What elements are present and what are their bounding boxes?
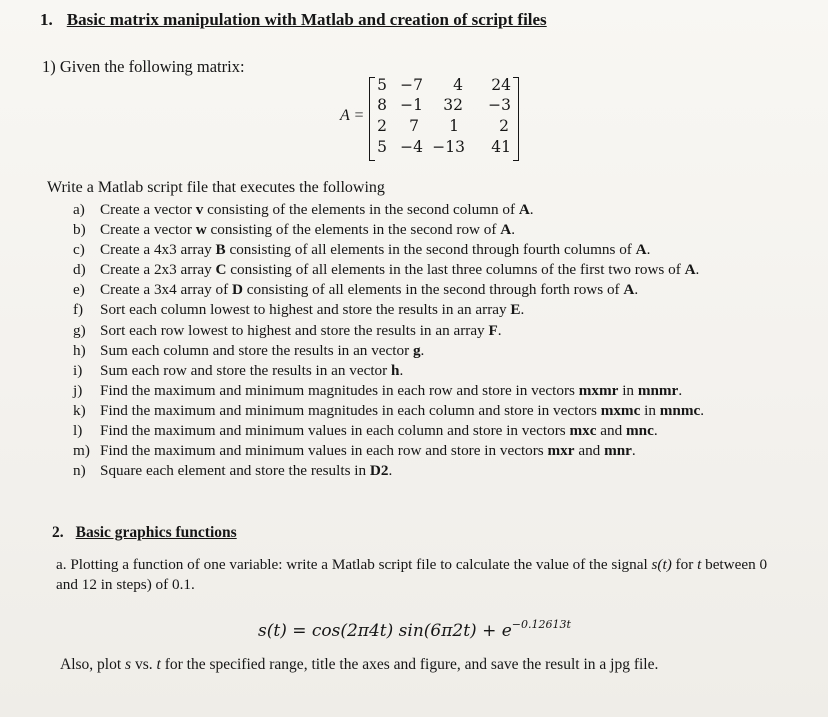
task-text: . bbox=[634, 281, 639, 299]
plot-text: for the specified range, title the axes and figure, and save the result in a jpg file. bbox=[160, 656, 659, 673]
task-text: . bbox=[497, 321, 502, 339]
matrix-cell: 32 bbox=[443, 96, 463, 114]
task-variable: A bbox=[500, 221, 512, 239]
task-text: consisting of the elements in the second row of bbox=[206, 221, 501, 239]
matrix-cell: −1 bbox=[400, 96, 423, 114]
task-item bbox=[73, 240, 704, 260]
task-item bbox=[73, 421, 704, 441]
plot-text: vs. bbox=[131, 656, 157, 673]
task-letter: d) bbox=[73, 261, 86, 279]
task-text: . bbox=[529, 201, 534, 218]
signal-formula bbox=[258, 618, 571, 641]
task-letter: i) bbox=[73, 361, 83, 379]
section-1-number: 1. bbox=[40, 10, 53, 29]
task-item bbox=[73, 260, 704, 280]
task-text: Sum each column and store the results in an vector bbox=[100, 341, 413, 359]
matrix-cell: −13 bbox=[432, 138, 465, 156]
task-text: Find the maximum and minimum values in each row and store in vectors bbox=[100, 442, 548, 460]
task-text: Create a vector bbox=[100, 221, 196, 239]
matrix-cell: 5 bbox=[377, 138, 387, 156]
task-letter: a) bbox=[73, 201, 85, 218]
time-symbol: t bbox=[697, 556, 702, 573]
task-variable: mxmc bbox=[600, 401, 641, 419]
matrix-cell: 41 bbox=[491, 138, 511, 156]
task-text: consisting of all elements in the last three columns of the first two rows of bbox=[226, 261, 685, 279]
task-variable: A bbox=[635, 241, 647, 259]
task-text: consisting of all elements in the second through fourth columns of bbox=[225, 241, 636, 259]
task-text: in bbox=[618, 381, 638, 399]
section-1-heading bbox=[40, 10, 547, 30]
task-variable: D bbox=[231, 281, 243, 299]
section-2-title: Basic graphics functions bbox=[75, 524, 237, 541]
section-2-heading bbox=[52, 524, 237, 542]
task-text: . bbox=[388, 462, 393, 480]
section-2-number: 2. bbox=[52, 524, 64, 541]
section-1-title: Basic matrix manipulation with Matlab and creation of script files bbox=[66, 10, 547, 29]
matrix-right-bracket bbox=[513, 77, 519, 161]
task-variable: F bbox=[488, 321, 498, 339]
task-text: Create a 3x4 array of bbox=[100, 281, 232, 299]
matrix-cell: 7 bbox=[409, 117, 419, 135]
task-variable: B bbox=[215, 241, 226, 259]
task-text: consisting of the elements in the second column of bbox=[203, 201, 519, 218]
task-variable: mnc bbox=[626, 422, 654, 440]
matrix-cell: 8 bbox=[377, 96, 387, 114]
task-variable: mxc bbox=[569, 422, 597, 440]
task-text: Create a 2x3 array bbox=[100, 261, 216, 279]
matrix-name: A = bbox=[340, 107, 365, 124]
task-variable: mnmc bbox=[659, 401, 701, 419]
task-text: Create a 4x3 array bbox=[100, 241, 216, 259]
task-item bbox=[73, 341, 704, 361]
task-variable: D2 bbox=[369, 462, 389, 480]
matrix-cell: 2 bbox=[377, 117, 387, 135]
plotting-instruction bbox=[56, 555, 776, 595]
task-text: Find the maximum and minimum values in each column and store in vectors bbox=[100, 422, 570, 440]
matrix-a bbox=[369, 77, 519, 159]
task-item bbox=[73, 321, 704, 341]
task-text: Find the maximum and minimum magnitudes in each column and store in vectors bbox=[100, 401, 601, 419]
task-item bbox=[73, 461, 704, 481]
task-letter: m) bbox=[73, 442, 90, 460]
task-item bbox=[73, 381, 704, 401]
task-item bbox=[73, 280, 704, 300]
task-text: . bbox=[420, 341, 425, 359]
matrix-cell: −7 bbox=[400, 76, 423, 94]
task-letter: g) bbox=[73, 321, 86, 339]
task-variable: mnmr bbox=[637, 381, 679, 399]
task-text: in bbox=[640, 401, 660, 419]
task-text: and bbox=[596, 422, 626, 440]
plot-text: Also, plot bbox=[60, 656, 126, 673]
task-intro: Write a Matlab script file that executes the following bbox=[47, 179, 385, 196]
task-letter: n) bbox=[73, 462, 86, 480]
task-variable: A bbox=[623, 281, 635, 299]
task-item bbox=[73, 220, 704, 240]
task-letter: k) bbox=[73, 401, 86, 419]
task-text: Sort each row lowest to highest and store the results in an array bbox=[100, 321, 489, 339]
plotting-text: between 0 and 12 in steps) of 0.1. bbox=[56, 556, 768, 593]
task-letter: b) bbox=[73, 221, 86, 239]
matrix-cell: 24 bbox=[491, 76, 511, 94]
task-variable: h bbox=[391, 361, 400, 379]
task-variable: mnr bbox=[604, 442, 632, 460]
task-variable: mxmr bbox=[578, 381, 619, 399]
task-variable: w bbox=[195, 221, 207, 239]
task-item bbox=[73, 200, 704, 220]
time-symbol: t bbox=[156, 656, 161, 673]
matrix-cell: −4 bbox=[400, 138, 423, 156]
task-text: . bbox=[678, 381, 683, 399]
matrix-cell: 2 bbox=[499, 117, 509, 135]
formula-exponent: −0.12613t bbox=[511, 618, 571, 631]
task-text: . bbox=[511, 221, 516, 239]
task-text: . bbox=[695, 261, 700, 279]
task-letter: c) bbox=[73, 241, 85, 259]
task-variable: C bbox=[215, 261, 227, 279]
formula-main: s(t) = cos(2π4t) sin(6π2t) + e bbox=[258, 621, 512, 641]
task-letter: j) bbox=[73, 381, 83, 399]
signal-symbol: s(t) bbox=[651, 556, 672, 573]
plotting-text: a. Plotting a function of one variable: write a Matlab script file to calculate the value of the signal bbox=[56, 556, 652, 573]
task-variable: mxr bbox=[547, 442, 575, 460]
matrix-cell: 1 bbox=[449, 117, 459, 135]
task-letter: f) bbox=[73, 301, 84, 319]
task-text: . bbox=[631, 442, 636, 460]
matrix-cell: 4 bbox=[453, 76, 463, 94]
signal-symbol: s bbox=[125, 656, 132, 673]
task-letter: h) bbox=[73, 341, 86, 359]
task-item bbox=[73, 300, 704, 320]
task-item bbox=[73, 361, 704, 381]
task-variable: A bbox=[684, 261, 696, 279]
plotting-text: for bbox=[671, 556, 698, 573]
task-item bbox=[73, 401, 704, 421]
task-variable: E bbox=[510, 301, 521, 319]
task-text: . bbox=[653, 422, 658, 440]
task-text: Sum each row and store the results in an vector bbox=[100, 361, 392, 379]
plot-instruction bbox=[60, 656, 658, 674]
task-text: Find the maximum and minimum magnitudes in each row and store in vectors bbox=[100, 381, 579, 399]
task-text: . bbox=[399, 361, 404, 379]
task-text: Sort each column lowest to highest and store the results in an array bbox=[100, 301, 511, 319]
task-variable: A bbox=[518, 201, 530, 218]
task-text: Square each element and store the results in bbox=[100, 462, 370, 480]
task-variable: v bbox=[195, 201, 204, 218]
task-list bbox=[73, 200, 704, 481]
task-letter: l) bbox=[73, 422, 83, 440]
task-item bbox=[73, 441, 704, 461]
task-text: . bbox=[520, 301, 525, 319]
task-text: consisting of all elements in the second through forth rows of bbox=[242, 281, 624, 299]
task-text: . bbox=[646, 241, 651, 259]
task-variable: g bbox=[412, 341, 421, 359]
task-text: . bbox=[700, 401, 705, 419]
task-text: Create a vector bbox=[100, 201, 196, 218]
task-letter: e) bbox=[73, 281, 85, 299]
matrix-cell: −3 bbox=[488, 96, 511, 114]
task-text: and bbox=[574, 442, 605, 460]
matrix-cell: 5 bbox=[377, 76, 387, 94]
given-matrix-label: 1) Given the following matrix: bbox=[42, 57, 245, 76]
